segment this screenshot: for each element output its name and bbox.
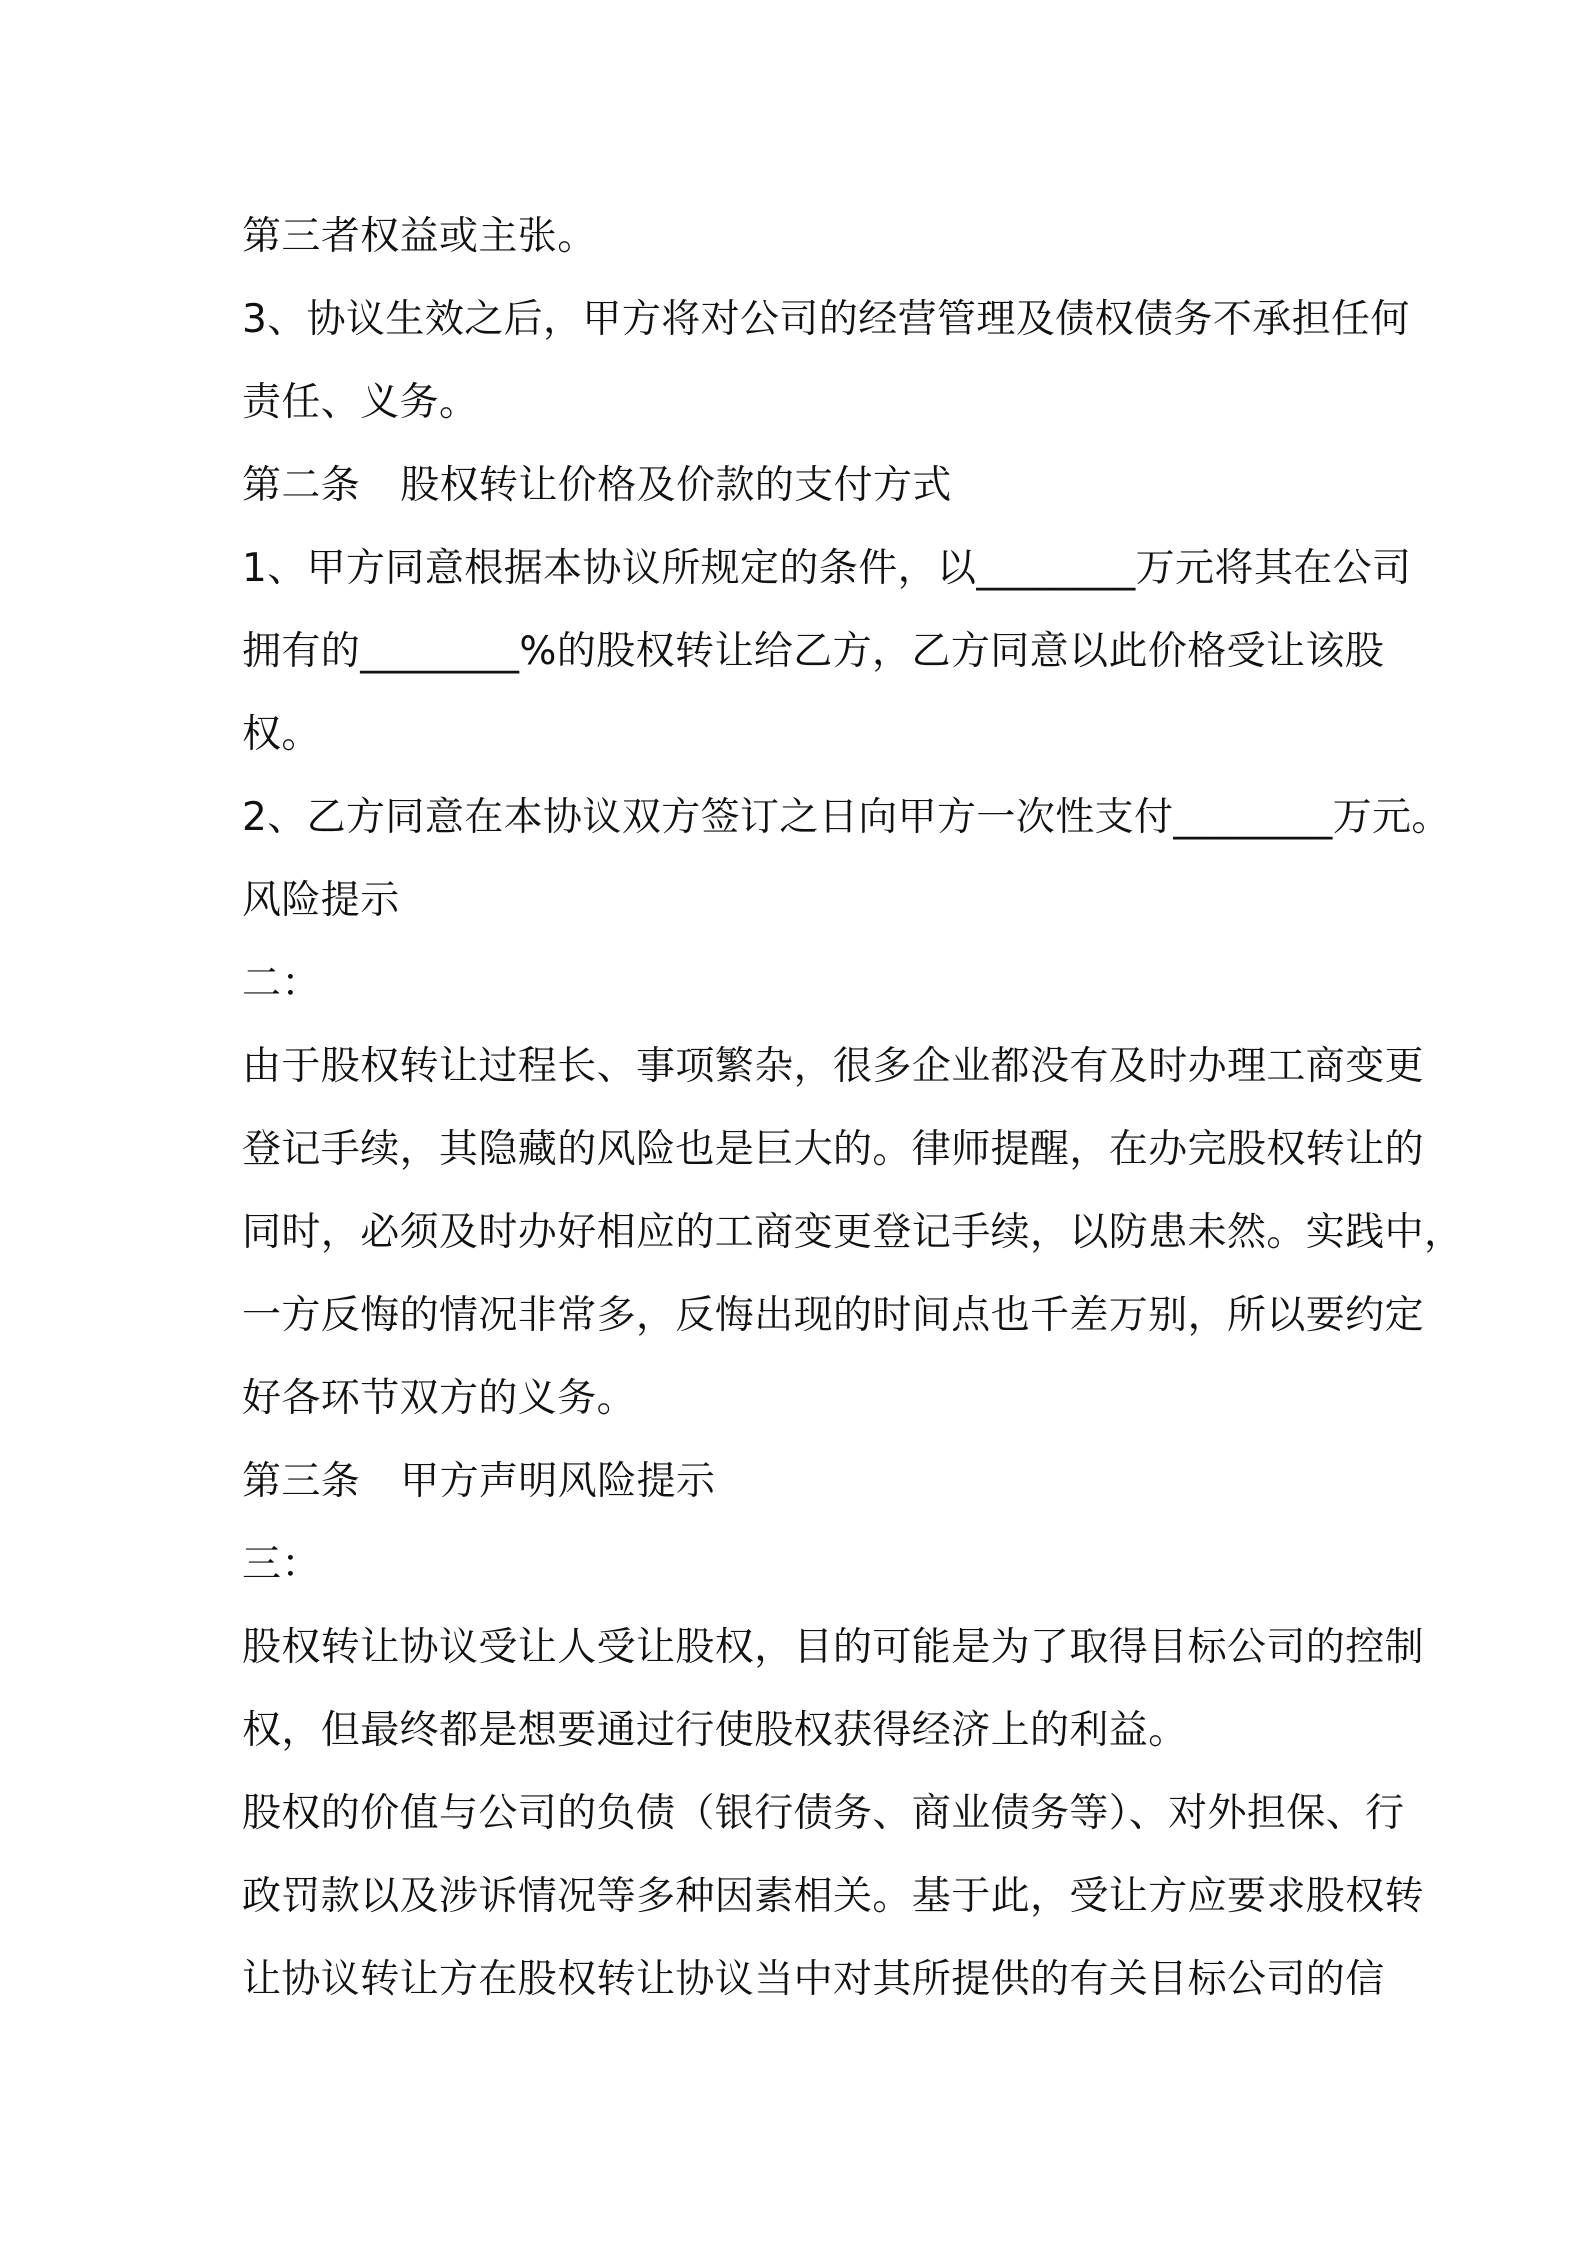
article-title: 股权转让价格及价款的支付方式 — [400, 463, 952, 508]
text-line: 同时，必须及时办好相应的工商变更登记手续，以防患未然。实践中， — [242, 1210, 1464, 1255]
article-number: 第二条 — [242, 463, 361, 508]
text-line: 3、协议生效之后，甲方将对公司的经营管理及债权债务不承担任何 — [242, 297, 1410, 342]
article-heading — [242, 1440, 1392, 1523]
text-line: 一方反悔的情况非常多，反悔出现的时间点也千差万别，所以要约定 — [242, 1293, 1425, 1338]
text-line: 好各环节双方的义务。 — [242, 1376, 637, 1421]
text-line: 权。 — [242, 712, 321, 757]
text-line: 政罚款以及涉诉情况等多种因素相关。基于此，受让方应要求股权转 — [242, 1874, 1425, 1919]
document-body — [242, 195, 1464, 2021]
text-line: 由于股权转让过程长、事项繁杂，很多企业都没有及时办理工商变更 — [242, 1044, 1425, 1089]
section-label: 风险提示 — [242, 878, 400, 923]
article-heading — [242, 444, 1392, 527]
text-line: 登记手续，其隐藏的风险也是巨大的。律师提醒，在办完股权转让的 — [242, 1127, 1425, 1172]
text-line: 权，但最终都是想要通过行使股权获得经济上的利益。 — [242, 1708, 1188, 1753]
text-line: 责任、义务。 — [242, 380, 479, 425]
text-line: 股权的价值与公司的负债（银行债务、商业债务等）、对外担保、行 — [242, 1791, 1405, 1836]
text-line: 2、乙方同意在本协议双方签订之日向甲方一次性支付________万元。 — [242, 795, 1451, 840]
section-label: 二： — [242, 961, 321, 1006]
text-line: 股权转让协议受让人受让股权，目的可能是为了取得目标公司的控制 — [242, 1625, 1425, 1670]
text-line: 拥有的________%的股权转让给乙方，乙方同意以此价格受让该股 — [242, 629, 1385, 674]
text-line: 让协议转让方在股权转让协议当中对其所提供的有关目标公司的信 — [242, 1957, 1385, 2002]
article-number: 第三条 — [242, 1459, 361, 1504]
text-line: 1、甲方同意根据本协议所规定的条件，以________万元将其在公司 — [242, 546, 1412, 591]
article-title: 甲方声明风险提示 — [400, 1459, 716, 1504]
text-line: 第三者权益或主张。 — [242, 214, 597, 259]
section-label: 三： — [242, 1542, 321, 1587]
